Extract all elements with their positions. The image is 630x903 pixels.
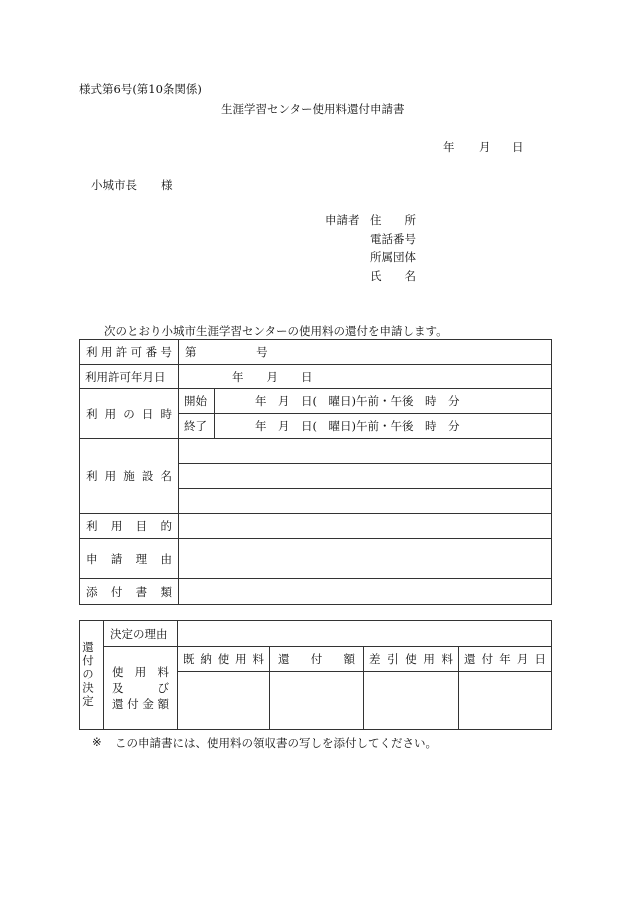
footnote-text: この申請書には、使用料の領収書の写しを添付してください。	[115, 736, 437, 750]
applicant-label: 申請者	[325, 213, 360, 227]
col-net-fee: 差 引 使 用 料	[364, 647, 459, 672]
refund-date-field[interactable]	[459, 672, 552, 730]
facility-label: 利 用 施 設 名	[80, 439, 179, 514]
date-year-label: 年	[443, 140, 455, 154]
attachments-label: 添 付 書 類	[80, 579, 179, 605]
refund-amount-field[interactable]	[270, 672, 364, 730]
facility-field-3[interactable]	[179, 489, 552, 514]
col-refund-amount: 還 付 額	[270, 647, 364, 672]
form-title: 生涯学習センター使用料還付申請書	[221, 102, 405, 116]
permit-date-field[interactable]	[179, 365, 552, 389]
attachments-field[interactable]	[179, 579, 552, 605]
addressee-honorific: 様	[161, 178, 173, 192]
facility-field-1[interactable]	[179, 439, 552, 464]
permit-number-suffix: 号	[256, 345, 268, 359]
decision-reason-label: 決定の理由	[104, 621, 178, 647]
refund-decision-side-label: 還付の決定	[80, 621, 104, 730]
col-paid-fee: 既 納 使 用 料	[178, 647, 270, 672]
net-fee-field[interactable]	[364, 672, 459, 730]
permit-date-label: 利用許可年月日	[80, 365, 179, 389]
permit-number-label: 利 用 許 可 番 号	[80, 340, 179, 365]
decision-table	[79, 620, 552, 730]
footnote-mark: ※	[92, 735, 102, 749]
start-datetime-template: 年 月 日( 曜日)午前・午後 時 分	[255, 394, 460, 408]
usage-datetime-label: 利 用 の 日 時	[80, 389, 179, 439]
applicant-address-label: 住 所	[370, 213, 416, 227]
reason-field[interactable]	[179, 539, 552, 579]
applicant-name-label: 氏 名	[370, 269, 416, 283]
applicant-phone-label: 電話番号	[370, 232, 416, 246]
start-datetime-field[interactable]	[215, 389, 552, 414]
start-label: 開始	[179, 389, 215, 414]
date-day-label: 日	[512, 140, 524, 154]
decision-reason-field[interactable]	[178, 621, 552, 647]
permit-date-value: 年 月 日	[232, 369, 313, 384]
permit-number-prefix: 第	[185, 345, 197, 359]
end-datetime-template: 年 月 日( 曜日)午前・午後 時 分	[255, 419, 460, 433]
end-datetime-field[interactable]	[215, 414, 552, 439]
paid-fee-field[interactable]	[178, 672, 270, 730]
col-refund-date: 還 付 年 月 日	[459, 647, 552, 672]
addressee: 小城市長	[91, 178, 137, 192]
applicant-organization-label: 所属団体	[370, 250, 416, 264]
application-table	[79, 339, 552, 605]
permit-number-field[interactable]	[179, 340, 552, 365]
date-month-label: 月	[479, 140, 491, 154]
intro-text: 次のとおり小城市生涯学習センターの使用料の還付を申請します。	[104, 324, 448, 338]
purpose-label: 利 用 目 的	[80, 514, 179, 539]
fee-and-refund-label: 使 用 料 及 び 還 付 金 額	[104, 647, 178, 730]
reason-label: 申 請 理 由	[80, 539, 179, 579]
facility-field-2[interactable]	[179, 464, 552, 489]
end-label: 終了	[179, 414, 215, 439]
form-number: 様式第6号(第10条関係)	[79, 82, 202, 96]
purpose-field[interactable]	[179, 514, 552, 539]
